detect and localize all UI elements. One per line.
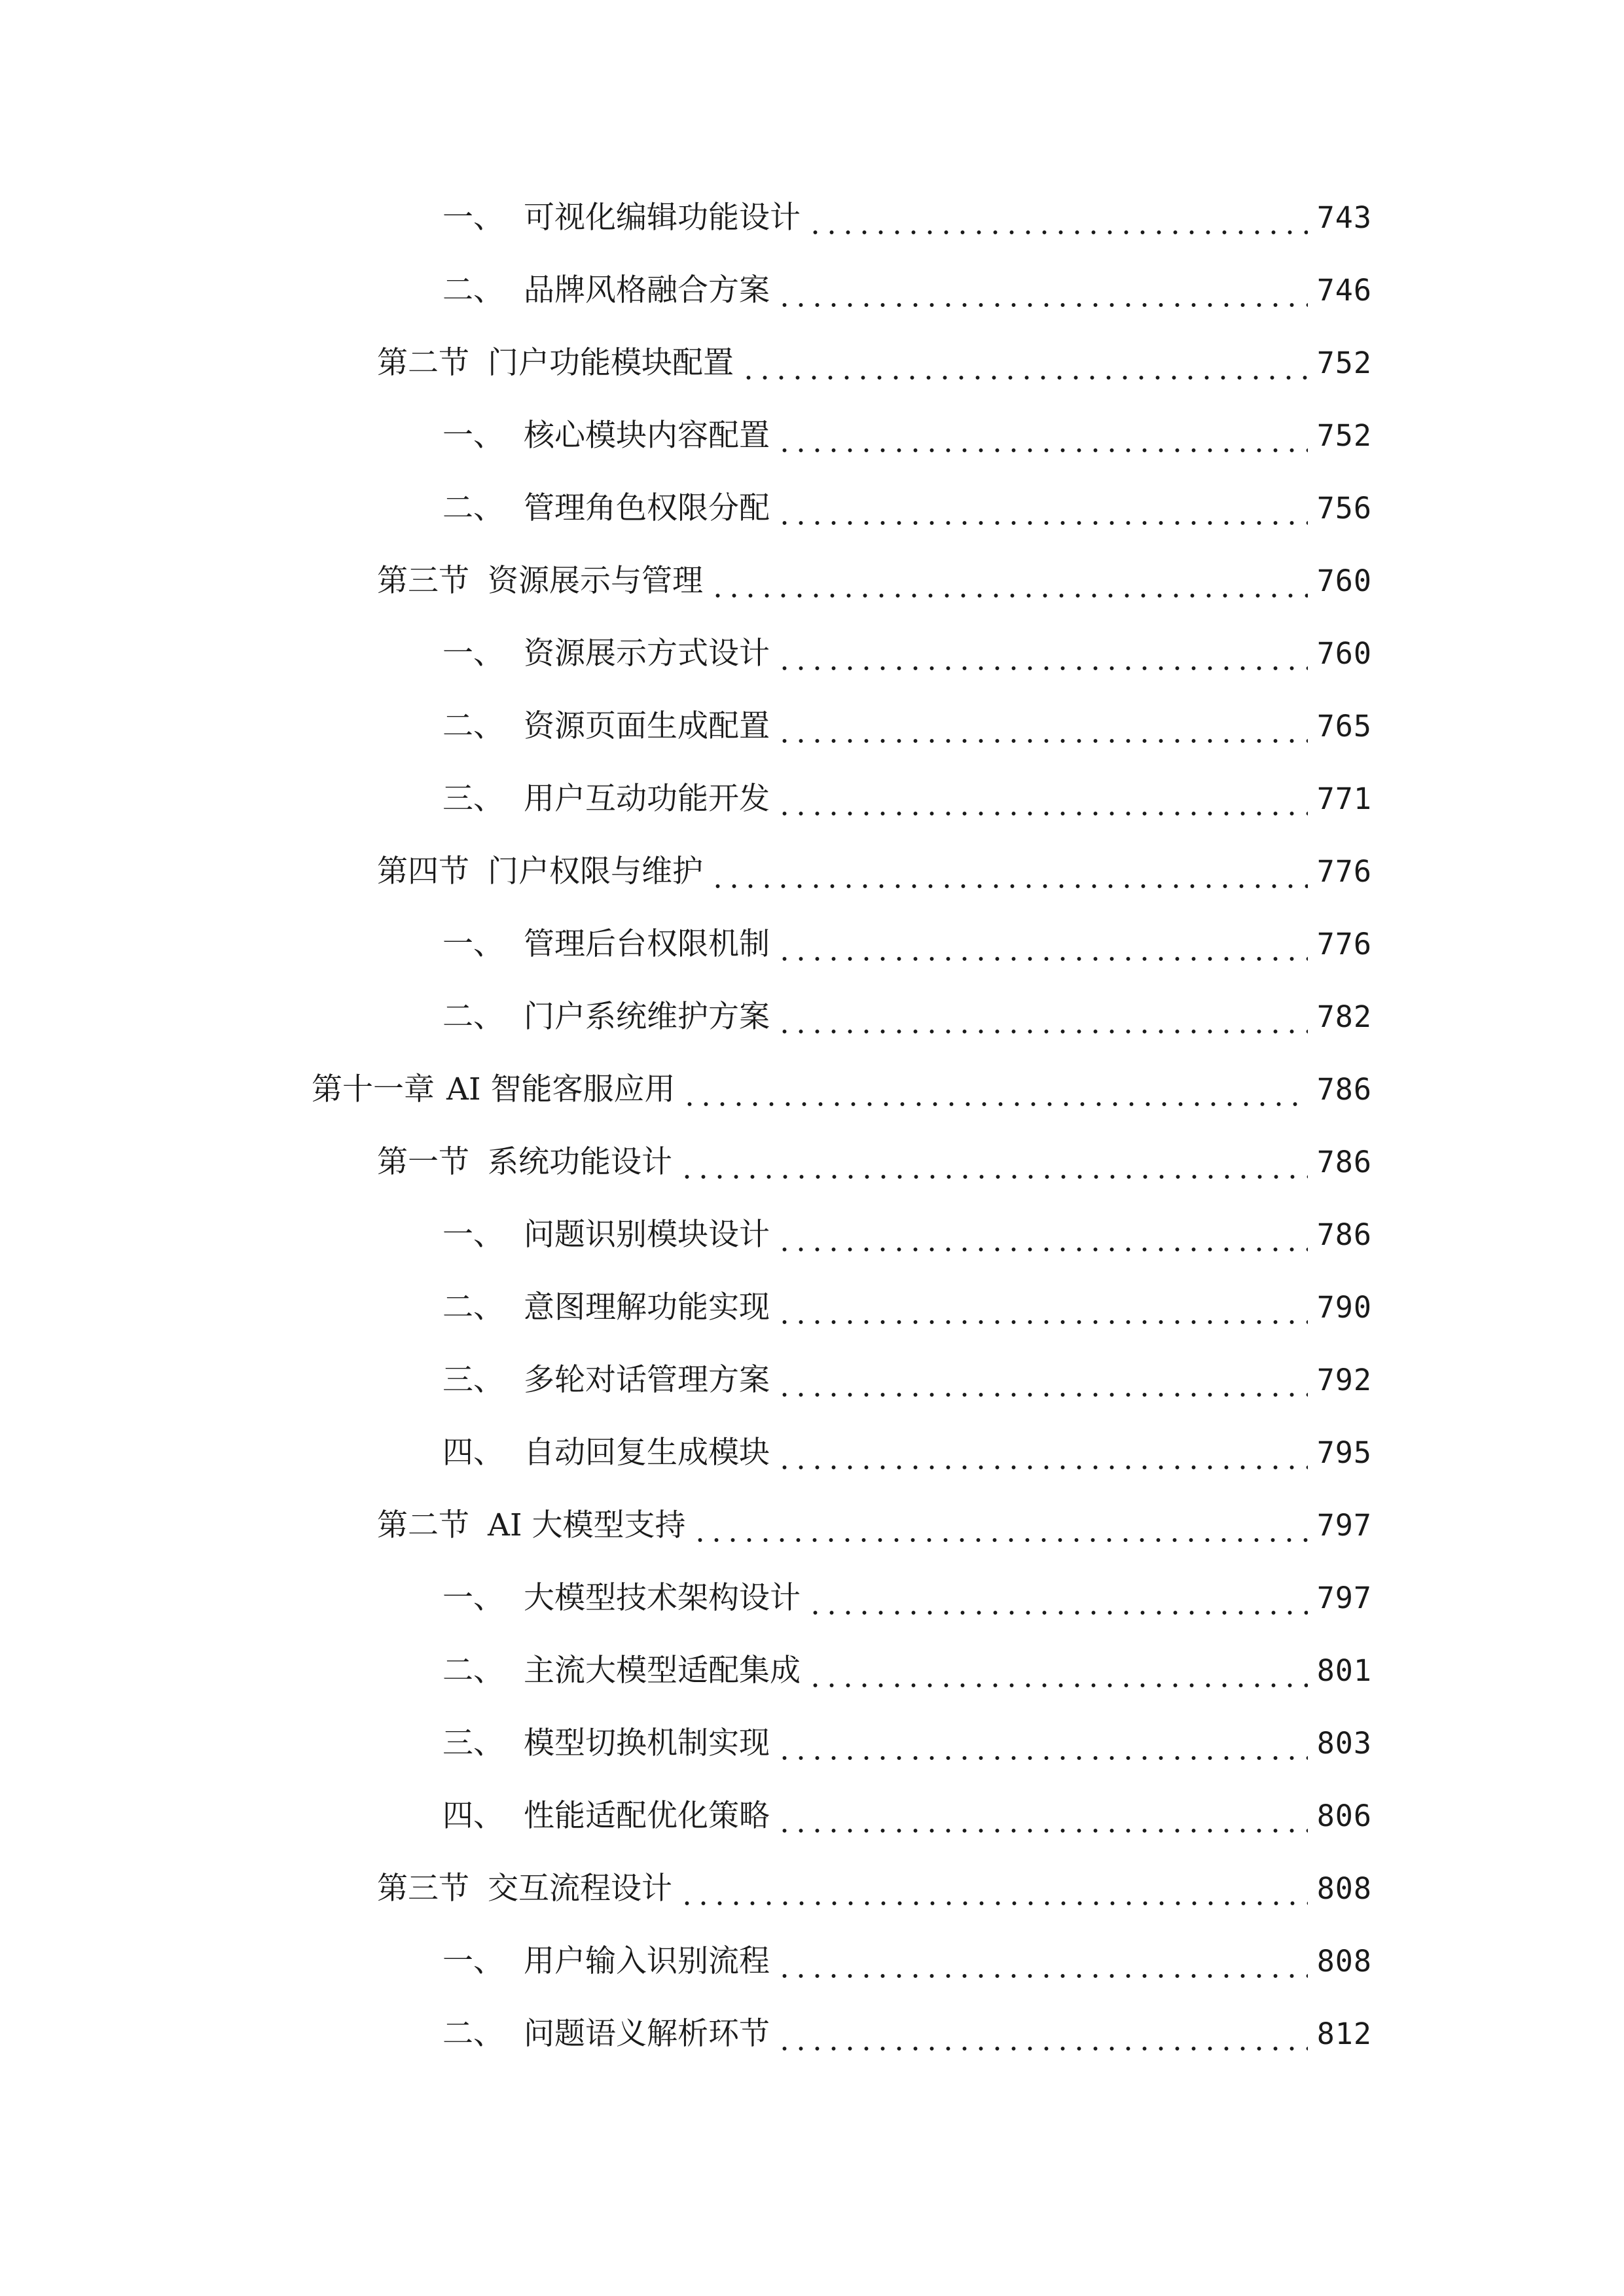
toc-entry-title-group (442, 1354, 770, 1407)
dot-leader (776, 918, 1308, 971)
toc-entry[interactable] (442, 482, 1372, 535)
dot-leader (776, 1790, 1308, 1842)
toc-entry[interactable] (377, 337, 1372, 389)
toc-entry[interactable] (442, 1427, 1372, 1479)
toc-entry[interactable] (442, 628, 1372, 680)
toc-entry[interactable] (377, 846, 1372, 898)
dot-leader (776, 628, 1308, 680)
toc-entry-title-group (442, 991, 770, 1043)
toc-entry-number: 四、 (442, 1798, 504, 1834)
toc-entry-title-group (442, 1209, 770, 1261)
toc-page-number: 797 (1316, 1581, 1372, 1615)
toc-page-number: 776 (1316, 927, 1372, 961)
toc-page-number: 803 (1316, 1726, 1372, 1761)
toc-entry[interactable] (442, 1790, 1372, 1842)
toc-entry[interactable] (442, 700, 1372, 753)
toc-entry-title: 门户权限与维护 (488, 853, 703, 889)
toc-entry-title: 用户输入识别流程 (524, 1943, 770, 1979)
toc-entry-number: 二、 (442, 2016, 504, 2052)
dot-leader (807, 1645, 1308, 1697)
toc-entry-title-group (442, 1282, 770, 1334)
toc-entry-title-group (442, 700, 770, 753)
toc-entry-title: 交互流程设计 (488, 1871, 672, 1907)
toc-entry-title-group (442, 2008, 770, 2060)
toc-page-number: 756 (1316, 491, 1372, 526)
toc-page-number: 782 (1316, 999, 1372, 1034)
toc-entry-number: 一、 (442, 418, 504, 454)
toc-entry-title: 可视化编辑功能设计 (524, 200, 801, 236)
toc-entry-title: 问题语义解析环节 (524, 2016, 770, 2052)
toc-entry-title-group (377, 337, 734, 389)
toc-page-number: 808 (1316, 1871, 1372, 1906)
dot-leader (776, 1935, 1308, 1988)
toc-entry-number: 二、 (442, 490, 504, 526)
toc-entry-number: 第三节 (377, 563, 469, 599)
toc-entry-title-group (442, 482, 770, 535)
dot-leader (776, 1209, 1308, 1261)
toc-entry[interactable] (377, 1499, 1372, 1552)
toc-page-number: 792 (1316, 1363, 1372, 1397)
toc-page-number: 795 (1316, 1435, 1372, 1470)
toc-entry-number: 二、 (442, 1653, 504, 1689)
toc-entry-title-group (377, 555, 703, 607)
toc-entry-number: 第十一章 (312, 1071, 435, 1107)
toc-entry-title: 意图理解功能实现 (524, 1289, 770, 1325)
toc-entry-title-group (442, 410, 770, 462)
toc-entry-title-group (442, 1717, 770, 1770)
toc-entry-number: 第二节 (377, 345, 469, 381)
toc-entry[interactable] (377, 1136, 1372, 1189)
toc-entry[interactable] (442, 1282, 1372, 1334)
toc-entry-title: 门户系统维护方案 (524, 999, 770, 1035)
toc-entry-number: 三、 (442, 781, 504, 817)
toc-entry-title: 资源展示方式设计 (524, 636, 770, 672)
toc-entry-title: 模型切换机制实现 (524, 1725, 770, 1761)
toc-entry-title-group (442, 1572, 801, 1624)
toc-page-number: 786 (1316, 1072, 1372, 1107)
toc-entry-title-group (312, 1064, 675, 1116)
toc-entry-number: 一、 (442, 1580, 504, 1616)
toc-page-number: 801 (1316, 1653, 1372, 1688)
toc-entry-title: 问题识别模块设计 (524, 1217, 770, 1253)
dot-leader (776, 773, 1308, 825)
toc-entry-number: 一、 (442, 926, 504, 962)
toc-entry[interactable] (442, 410, 1372, 462)
toc-page-number: 786 (1316, 1217, 1372, 1252)
toc-chapter-entry[interactable] (312, 1064, 1372, 1116)
toc-entry[interactable] (442, 991, 1372, 1043)
dot-leader (776, 1354, 1308, 1407)
dot-leader (710, 846, 1308, 898)
toc-entry-number: 四、 (442, 1435, 504, 1471)
dot-leader (776, 264, 1308, 317)
toc-page-number: 812 (1316, 2017, 1372, 2051)
toc-page-number: 790 (1316, 1290, 1372, 1325)
toc-entry-title-group (442, 192, 801, 244)
dot-leader (807, 1572, 1308, 1624)
toc-entry-title: 资源展示与管理 (488, 563, 703, 599)
toc-entry-title-group (377, 846, 703, 898)
toc-entry-title: 性能适配优化策略 (524, 1798, 770, 1834)
toc-entry-title: 多轮对话管理方案 (524, 1362, 770, 1398)
toc-entry-number: 一、 (442, 200, 504, 236)
toc-page-number: 786 (1316, 1145, 1372, 1179)
dot-leader (692, 1499, 1307, 1552)
toc-entry-title-group (442, 1935, 770, 1988)
toc-entry-number: 三、 (442, 1725, 504, 1761)
toc-entry-title-group (442, 918, 770, 971)
toc-entry[interactable] (442, 1572, 1372, 1624)
dot-leader (807, 192, 1308, 244)
toc-entry[interactable] (442, 264, 1372, 317)
toc-entry-title-group (377, 1863, 672, 1915)
toc-entry-title: 管理角色权限分配 (524, 490, 770, 526)
toc-entry[interactable] (377, 555, 1372, 607)
toc-entry-number: 第二节 (377, 1507, 469, 1543)
toc-page-number: 752 (1316, 346, 1372, 380)
toc-entry-title: 自动回复生成模块 (524, 1435, 770, 1471)
toc-page-number: 760 (1316, 564, 1372, 598)
toc-entry-title: AI 智能客服应用 (446, 1071, 676, 1107)
toc-entry-title: 用户互动功能开发 (524, 781, 770, 817)
toc-entry[interactable] (442, 1354, 1372, 1407)
toc-page-number: 743 (1316, 200, 1372, 235)
dot-leader (776, 2008, 1308, 2060)
toc-entry-title-group (377, 1499, 685, 1552)
toc-entry-number: 二、 (442, 999, 504, 1035)
toc-entry[interactable] (442, 1717, 1372, 1770)
toc-entry[interactable] (442, 918, 1372, 971)
toc-entry-title: 资源页面生成配置 (524, 708, 770, 744)
dot-leader (679, 1136, 1308, 1189)
toc-page-number: 765 (1316, 709, 1372, 744)
toc-page-number: 808 (1316, 1944, 1372, 1979)
toc-entry-title: AI 大模型支持 (488, 1507, 686, 1543)
toc-page-number: 806 (1316, 1799, 1372, 1833)
toc-entry-title-group (442, 1790, 770, 1842)
toc-page-number: 776 (1316, 854, 1372, 889)
toc-entry-number: 三、 (442, 1362, 504, 1398)
dot-leader (681, 1064, 1307, 1116)
toc-entry-number: 第一节 (377, 1144, 469, 1180)
toc-entry-title: 管理后台权限机制 (524, 926, 770, 962)
toc-entry-title-group (442, 1427, 770, 1479)
toc-page-number: 771 (1316, 781, 1372, 816)
dot-leader (776, 1717, 1308, 1770)
toc-entry-title: 系统功能设计 (488, 1144, 672, 1180)
toc-entry-title: 品牌风格融合方案 (524, 272, 770, 308)
toc-page-number: 752 (1316, 418, 1372, 453)
toc-entry[interactable] (377, 1863, 1372, 1915)
dot-leader (740, 337, 1308, 389)
toc-entry[interactable] (442, 773, 1372, 825)
toc-entry-number: 第三节 (377, 1871, 469, 1907)
dot-leader (679, 1863, 1308, 1915)
toc-page-number: 746 (1316, 273, 1372, 308)
toc-entry-title: 主流大模型适配集成 (524, 1653, 801, 1689)
toc-entry-number: 二、 (442, 708, 504, 744)
toc-entry-title: 门户功能模块配置 (488, 345, 734, 381)
toc-entry-title: 核心模块内容配置 (524, 418, 770, 454)
toc-entry[interactable] (442, 2008, 1372, 2060)
dot-leader (776, 1427, 1308, 1479)
dot-leader (776, 410, 1308, 462)
dot-leader (776, 482, 1308, 535)
toc-entry[interactable] (442, 1645, 1372, 1697)
toc-entry-title-group (377, 1136, 672, 1189)
toc-entry-number: 一、 (442, 636, 504, 672)
toc-entry-title-group (442, 628, 770, 680)
dot-leader (776, 700, 1308, 753)
toc-page-number: 760 (1316, 636, 1372, 671)
toc-entry-number: 一、 (442, 1217, 504, 1253)
toc-entry[interactable] (442, 1935, 1372, 1988)
toc-entry-title-group (442, 773, 770, 825)
toc-entry-title-group (442, 1645, 801, 1697)
toc-entry-number: 二、 (442, 1289, 504, 1325)
dot-leader (776, 1282, 1308, 1334)
toc-entry[interactable] (442, 192, 1372, 244)
toc-entry-number: 一、 (442, 1943, 504, 1979)
toc-entry-title: 大模型技术架构设计 (524, 1580, 801, 1616)
toc-page-number: 797 (1316, 1508, 1372, 1543)
toc-entry-number: 第四节 (377, 853, 469, 889)
dot-leader (776, 991, 1308, 1043)
dot-leader (710, 555, 1308, 607)
toc-entry[interactable] (442, 1209, 1372, 1261)
toc-entry-title-group (442, 264, 770, 317)
toc-entry-number: 二、 (442, 272, 504, 308)
